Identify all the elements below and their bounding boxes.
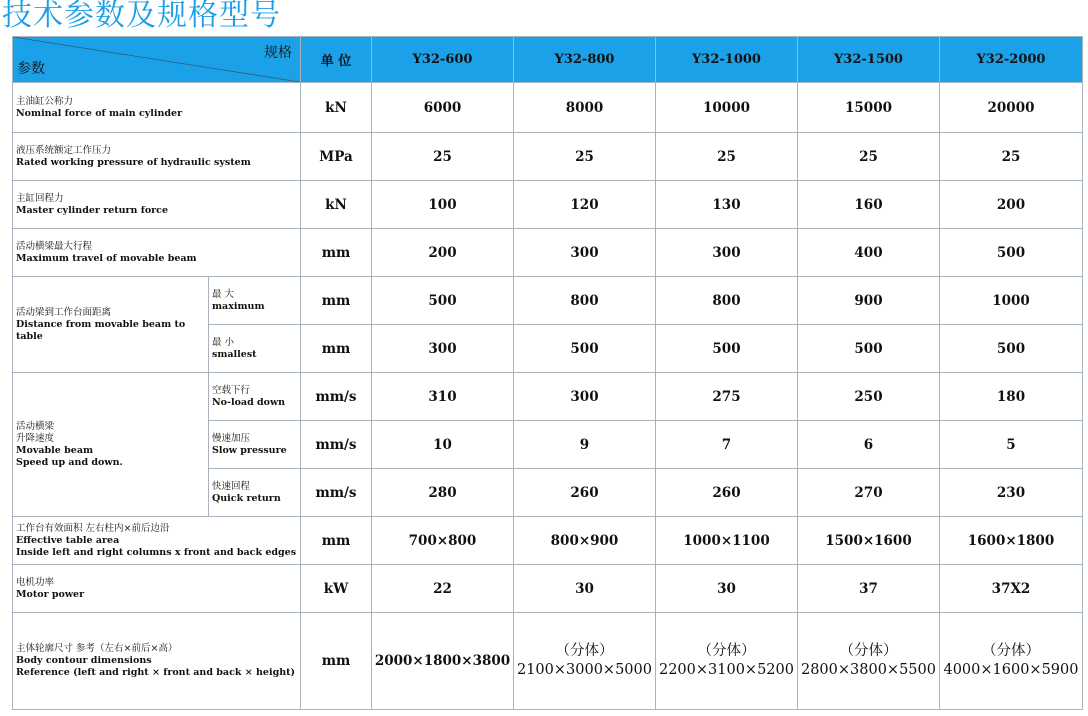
- param-label: 活动梁到工作台面距离 Distance from movable beam to table: [13, 277, 209, 373]
- unit-cell: mm: [301, 613, 372, 710]
- param-label: 主缸回程力 Master cylinder return force: [13, 181, 301, 229]
- split-value: 2200×3100×5200: [658, 662, 794, 678]
- table-row: [13, 517, 1083, 565]
- value-cell: 200: [372, 229, 514, 277]
- sub-label: 最 大 maximum: [209, 277, 301, 325]
- header-model-2: Y32-800: [514, 37, 656, 83]
- value-cell: 15000: [798, 83, 940, 133]
- value-cell: 250: [798, 373, 940, 421]
- value-cell: 500: [940, 325, 1083, 373]
- table-row: [13, 277, 1083, 325]
- value-cell: 5: [940, 421, 1083, 469]
- table-row: [13, 83, 1083, 133]
- header-param-label: 参数: [17, 61, 45, 77]
- value-cell: [798, 613, 940, 710]
- page-title: 技术参数及规格型号: [2, 0, 281, 33]
- unit-cell: mm: [301, 229, 372, 277]
- diagonal-line: [13, 37, 300, 82]
- value-cell: 200: [940, 181, 1083, 229]
- split-value: 2800×3800×5500: [800, 662, 936, 678]
- sub-label: 最 小 smallest: [209, 325, 301, 373]
- value-cell: 10: [372, 421, 514, 469]
- split-value: 2100×3000×5000: [516, 662, 652, 678]
- param-label: 主体轮廓尺寸 参考（左右×前后×高） Body contour dimensions Reference (left and right × front and back × height): [13, 613, 301, 710]
- value-cell: 22: [372, 565, 514, 613]
- value-cell: 100: [372, 181, 514, 229]
- value-cell: 300: [514, 229, 656, 277]
- value-cell: 37X2: [940, 565, 1083, 613]
- unit-cell: mm/s: [301, 373, 372, 421]
- value-cell: 500: [514, 325, 656, 373]
- param-label: 活动横梁 升降速度 Movable beam Speed up and down.: [13, 373, 209, 517]
- spec-table: [12, 36, 1083, 710]
- header-model-3: Y32-1000: [656, 37, 798, 83]
- header-spec-label: 规格: [264, 45, 292, 61]
- value-cell: 400: [798, 229, 940, 277]
- value-cell: 270: [798, 469, 940, 517]
- value-cell: [514, 613, 656, 710]
- value-cell: 800: [656, 277, 798, 325]
- value-cell: 300: [656, 229, 798, 277]
- split-label: （分体）: [839, 643, 898, 659]
- value-cell: 300: [372, 325, 514, 373]
- sub-label: 慢速加压 Slow pressure: [209, 421, 301, 469]
- unit-cell: mm: [301, 277, 372, 325]
- value-cell: [656, 613, 798, 710]
- value-cell: 25: [656, 133, 798, 181]
- value-cell: 300: [514, 373, 656, 421]
- value-cell: 2000×1800×3800: [372, 613, 514, 710]
- param-label: 电机功率 Motor power: [13, 565, 301, 613]
- value-cell: 230: [940, 469, 1083, 517]
- sub-label: 快速回程 Quick return: [209, 469, 301, 517]
- param-label: 活动横梁最大行程 Maximum travel of movable beam: [13, 229, 301, 277]
- unit-cell: kN: [301, 83, 372, 133]
- param-label: 液压系统额定工作压力 Rated working pressure of hydraulic system: [13, 133, 301, 181]
- header-model-5: Y32-2000: [940, 37, 1083, 83]
- value-cell: 6000: [372, 83, 514, 133]
- unit-cell: mm/s: [301, 469, 372, 517]
- unit-cell: MPa: [301, 133, 372, 181]
- table-row: [13, 133, 1083, 181]
- value-cell: 180: [940, 373, 1083, 421]
- value-cell: 500: [656, 325, 798, 373]
- split-label: （分体）: [555, 643, 614, 659]
- value-cell: 130: [656, 181, 798, 229]
- unit-cell: mm: [301, 325, 372, 373]
- sub-label: 空载下行 No-load down: [209, 373, 301, 421]
- value-cell: 20000: [940, 83, 1083, 133]
- value-cell: [940, 613, 1083, 710]
- value-cell: 160: [798, 181, 940, 229]
- split-label: （分体）: [982, 643, 1040, 659]
- param-label: 主油缸公称力 Nominal force of main cylinder: [13, 83, 301, 133]
- value-cell: 800: [514, 277, 656, 325]
- value-cell: 1000×1100: [656, 517, 798, 565]
- table-row: [13, 229, 1083, 277]
- value-cell: 7: [656, 421, 798, 469]
- value-cell: 30: [656, 565, 798, 613]
- value-cell: 800×900: [514, 517, 656, 565]
- value-cell: 8000: [514, 83, 656, 133]
- unit-cell: kW: [301, 565, 372, 613]
- value-cell: 6: [798, 421, 940, 469]
- value-cell: 30: [514, 565, 656, 613]
- value-cell: 37: [798, 565, 940, 613]
- value-cell: 1000: [940, 277, 1083, 325]
- header-diagonal-cell: [13, 37, 301, 83]
- split-value: 4000×1600×5900: [943, 662, 1079, 678]
- value-cell: 25: [514, 133, 656, 181]
- header-unit: 单 位: [301, 37, 372, 83]
- value-cell: 1600×1800: [940, 517, 1083, 565]
- value-cell: 25: [940, 133, 1083, 181]
- value-cell: 700×800: [372, 517, 514, 565]
- value-cell: 275: [656, 373, 798, 421]
- value-cell: 25: [372, 133, 514, 181]
- value-cell: 310: [372, 373, 514, 421]
- unit-cell: kN: [301, 181, 372, 229]
- value-cell: 500: [940, 229, 1083, 277]
- header-row: [13, 37, 1083, 83]
- param-label: 工作台有效面积 左右柱内×前后边沿 Effective table area Inside left and right columns x front and back edges: [13, 517, 301, 565]
- value-cell: 500: [372, 277, 514, 325]
- value-cell: 120: [514, 181, 656, 229]
- unit-cell: mm: [301, 517, 372, 565]
- value-cell: 25: [798, 133, 940, 181]
- value-cell: 9: [514, 421, 656, 469]
- header-model-1: Y32-600: [372, 37, 514, 83]
- value-cell: 10000: [656, 83, 798, 133]
- unit-cell: mm/s: [301, 421, 372, 469]
- table-row: [13, 613, 1083, 710]
- split-label: （分体）: [697, 643, 756, 659]
- value-cell: 260: [656, 469, 798, 517]
- value-cell: 1500×1600: [798, 517, 940, 565]
- table-row: [13, 565, 1083, 613]
- value-cell: 280: [372, 469, 514, 517]
- header-model-4: Y32-1500: [798, 37, 940, 83]
- value-cell: 260: [514, 469, 656, 517]
- table-row: [13, 181, 1083, 229]
- value-cell: 500: [798, 325, 940, 373]
- table-row: [13, 373, 1083, 421]
- value-cell: 900: [798, 277, 940, 325]
